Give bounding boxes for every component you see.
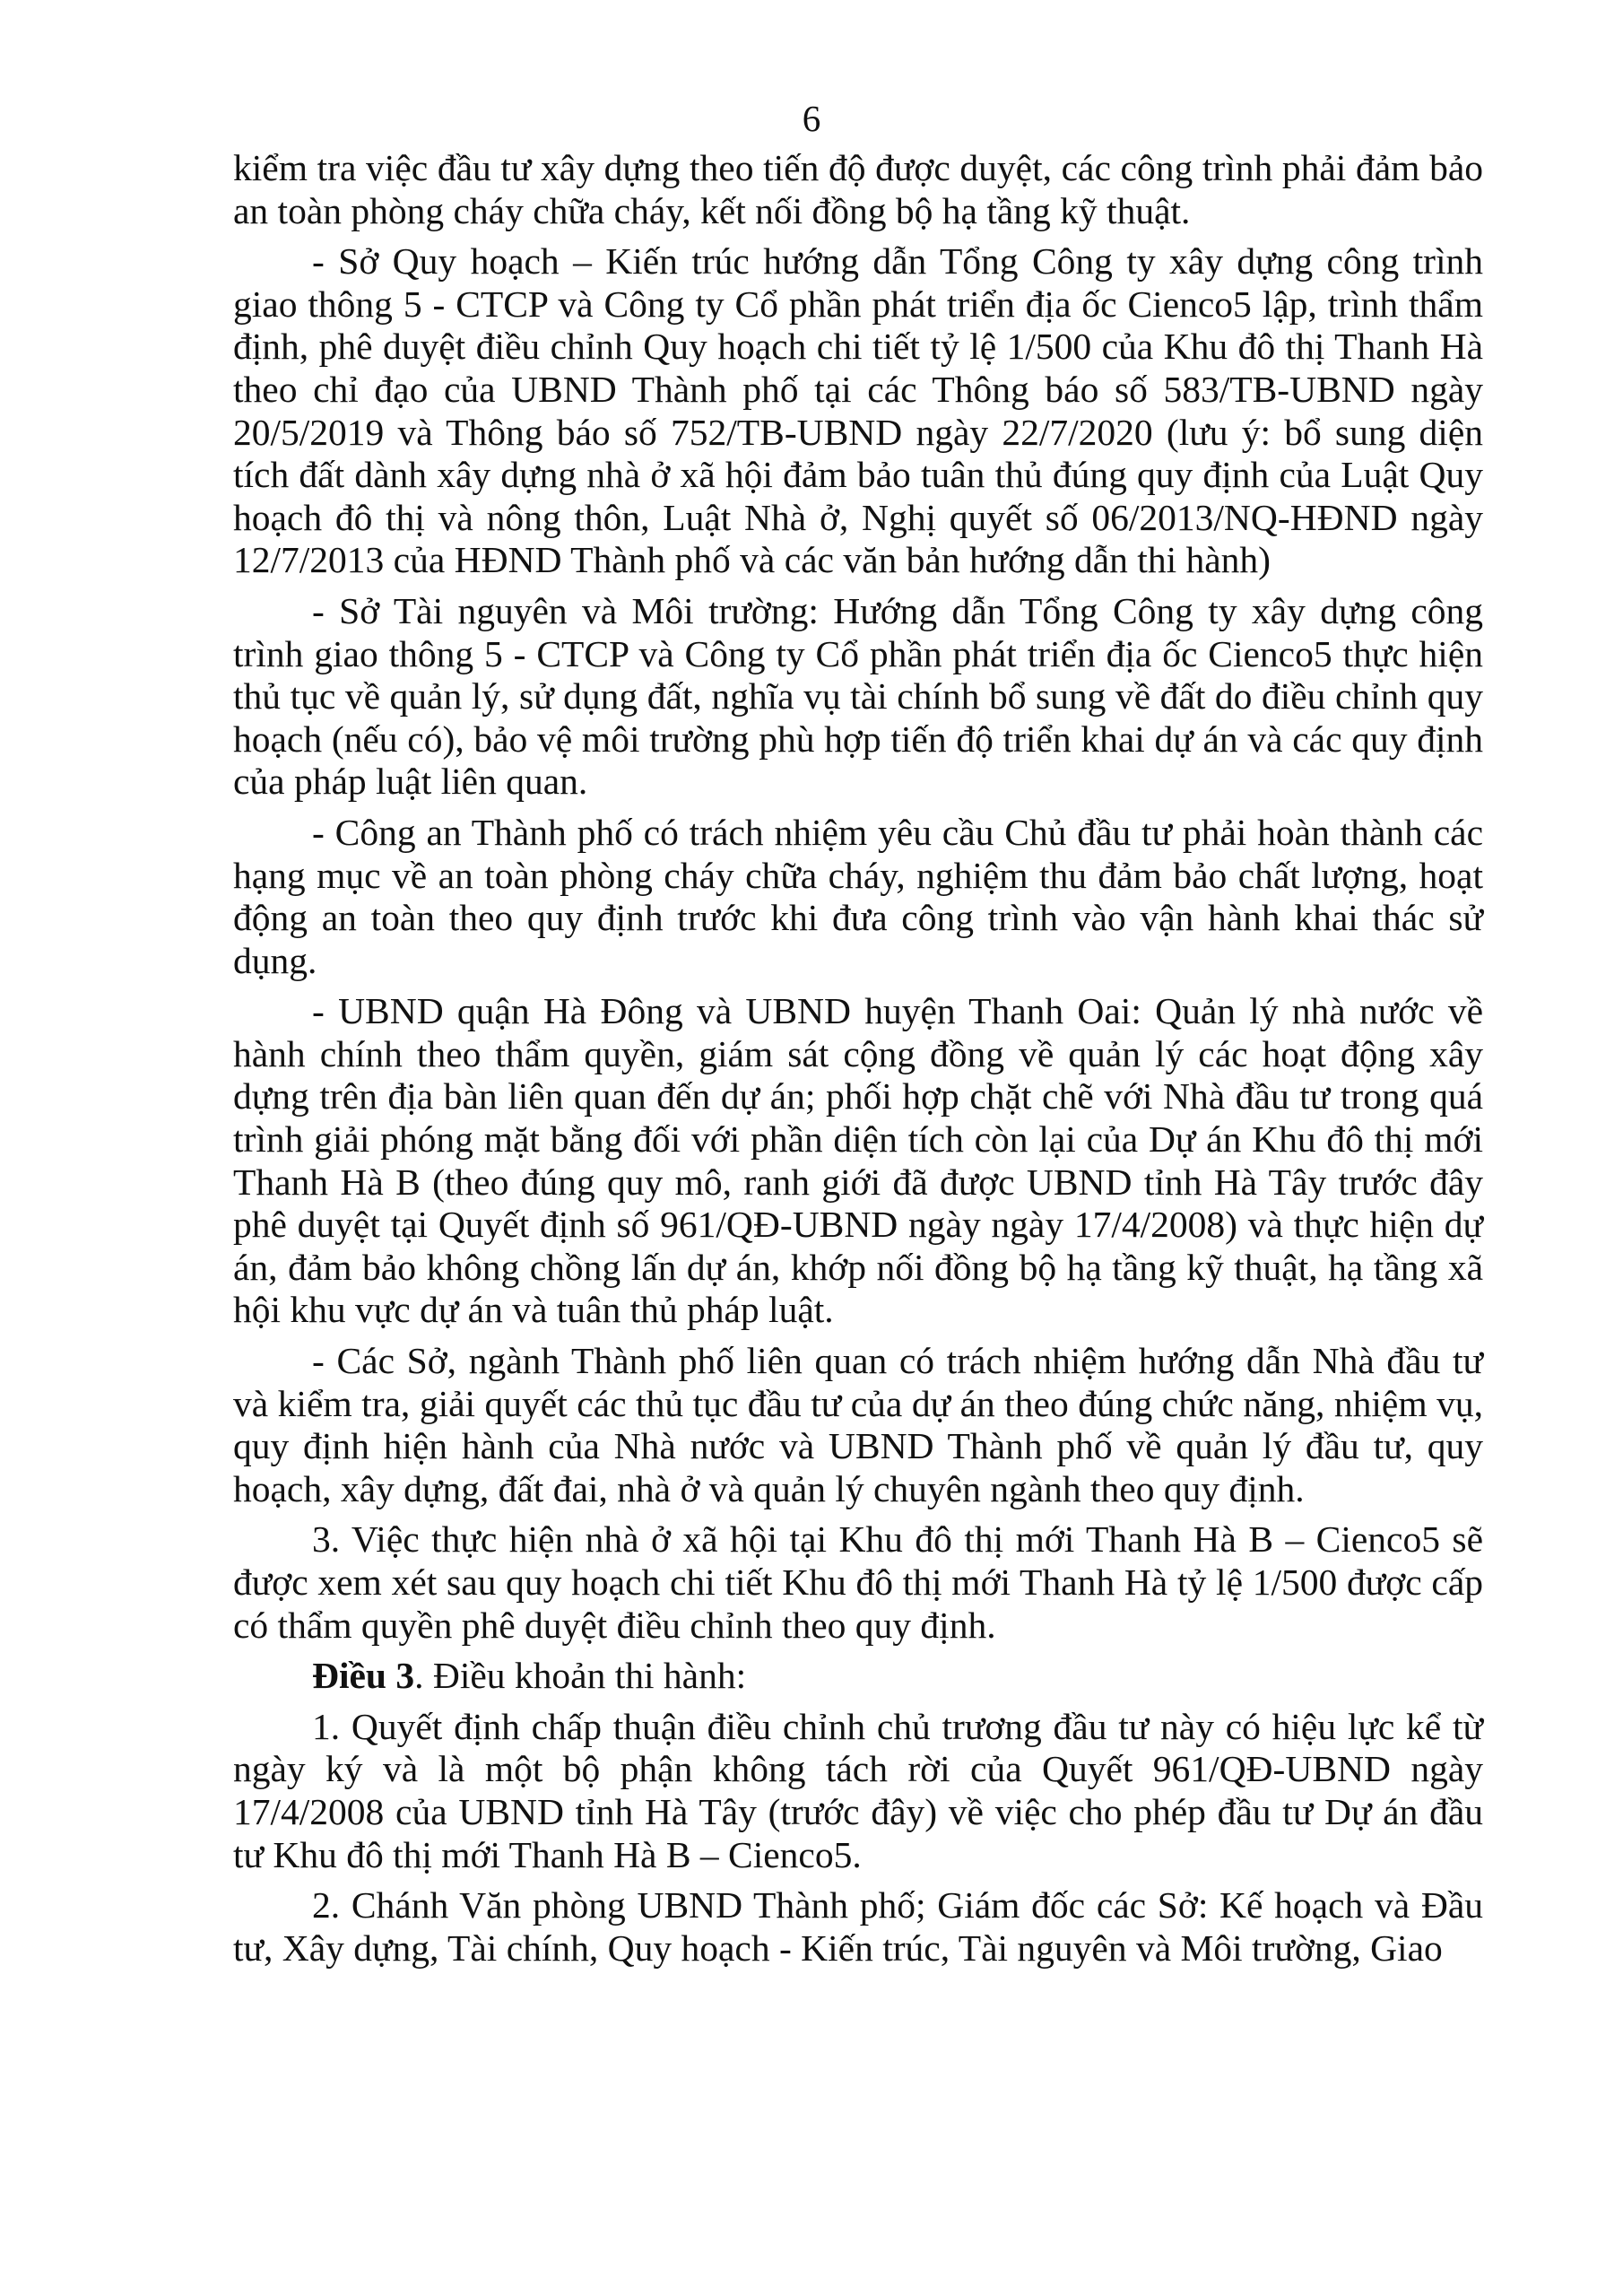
paragraph-district-committees: - UBND quận Hà Đông và UBND huyện Thanh Oai: Quản lý nhà nước về hành chính theo thẩm quyền, giám sát cộng đồng về quản lý các hoạt động xây dựng trên địa bàn liên quan đến dự án; phối hợp chặt chẽ với Nhà đầu tư trong quá trình giải phóng mặt bằng đối với phần diện tích còn lại của Dự án Khu đô thị mới Thanh Hà B (theo đúng quy mô, ranh giới đã được UBND tỉnh Hà Tây trước đây phê duyệt tại Quyết định số 961/QĐ-UBND ngày ngày 17/4/2008) và thực hiện dự án, đảm bảo không chồng lấn dự án, khớp nối đồng bộ hạ tầng kỹ thuật, hạ tầng xã hội khu vực dự án và tuân thủ pháp luật. <box>233 990 1483 1331</box>
paragraph-responsibility: 2. Chánh Văn phòng UBND Thành phố; Giám đốc các Sở: Kế hoạch và Đầu tư, Xây dựng, Tài chính, Quy hoạch - Kiến trúc, Tài nguyên và Môi trường, Giao <box>233 1884 1483 1969</box>
paragraph-planning-dept: - Sở Quy hoạch – Kiến trúc hướng dẫn Tổng Công ty xây dựng công trình giao thông 5 - CTCP và Công ty Cổ phần phát triển địa ốc Cienco5 lập, trình thẩm định, phê duyệt điều chỉnh Quy hoạch chi tiết tỷ lệ 1/500 của Khu đô thị Thanh Hà theo chỉ đạo của UBND Thành phố tại các Thông báo số 583/TB-UBND ngày 20/5/2019 và Thông báo số 752/TB-UBND ngày 22/7/2020 (lưu ý: bổ sung diện tích đất dành xây dựng nhà ở xã hội đảm bảo tuân thủ đúng quy định của Luật Quy hoạch đô thị và nông thôn, Luật Nhà ở, Nghị quyết số 06/2013/NQ-HĐND ngày 12/7/2013 của HĐND Thành phố và các văn bản hướng dẫn thi hành) <box>233 240 1483 581</box>
document-body <box>233 147 1483 1978</box>
page-number: 6 <box>802 98 821 139</box>
paragraph-city-police: - Công an Thành phố có trách nhiệm yêu cầu Chủ đầu tư phải hoàn thành các hạng mục về an toàn phòng cháy chữa cháy, nghiệm thu đảm bảo chất lượng, hoạt động an toàn theo quy định trước khi đưa công trình vào vận hành khai thác sử dụng. <box>233 811 1483 981</box>
paragraph-natural-resources-dept: - Sở Tài nguyên và Môi trường: Hướng dẫn Tổng Công ty xây dựng công trình giao thông 5 - CTCP và Công ty Cổ phần phát triển địa ốc Cienco5 thực hiện thủ tục về quản lý, sử dụng đất, nghĩa vụ tài chính bổ sung về đất do điều chỉnh quy hoạch (nếu có), bảo vệ môi trường phù hợp tiến độ triển khai dự án và các quy định của pháp luật liên quan. <box>233 589 1483 803</box>
paragraph-continuation: kiểm tra việc đầu tư xây dựng theo tiến độ được duyệt, các công trình phải đảm bảo an toàn phòng cháy chữa cháy, kết nối đồng bộ hạ tầng kỹ thuật. <box>233 147 1483 231</box>
paragraph-effectiveness: 1. Quyết định chấp thuận điều chỉnh chủ trương đầu tư này có hiệu lực kể từ ngày ký và là một bộ phận không tách rời của Quyết 961/QĐ-UBND ngày 17/4/2008 của UBND tỉnh Hà Tây (trước đây) về việc cho phép đầu tư Dự án đầu tư Khu đô thị mới Thanh Hà B – Cienco5. <box>233 1705 1483 1875</box>
article-3-label: Điều 3 <box>312 1655 415 1697</box>
paragraph-other-departments: - Các Sở, ngành Thành phố liên quan có trách nhiệm hướng dẫn Nhà đầu tư và kiểm tra, giải quyết các thủ tục đầu tư của dự án theo đúng chức năng, nhiệm vụ, quy định hiện hành của Nhà nước và UBND Thành phố về quản lý đầu tư, quy hoạch, xây dựng, đất đai, nhà ở và quản lý chuyên ngành theo quy định. <box>233 1340 1483 1509</box>
article-3-title: . Điều khoản thi hành: <box>414 1655 747 1697</box>
paragraph-social-housing: 3. Việc thực hiện nhà ở xã hội tại Khu đô thị mới Thanh Hà B – Cienco5 sẽ được xem xét sau quy hoạch chi tiết Khu đô thị mới Thanh Hà tỷ lệ 1/500 được cấp có thẩm quyền phê duyệt điều chỉnh theo quy định. <box>233 1518 1483 1646</box>
article-3-heading <box>233 1655 1483 1698</box>
